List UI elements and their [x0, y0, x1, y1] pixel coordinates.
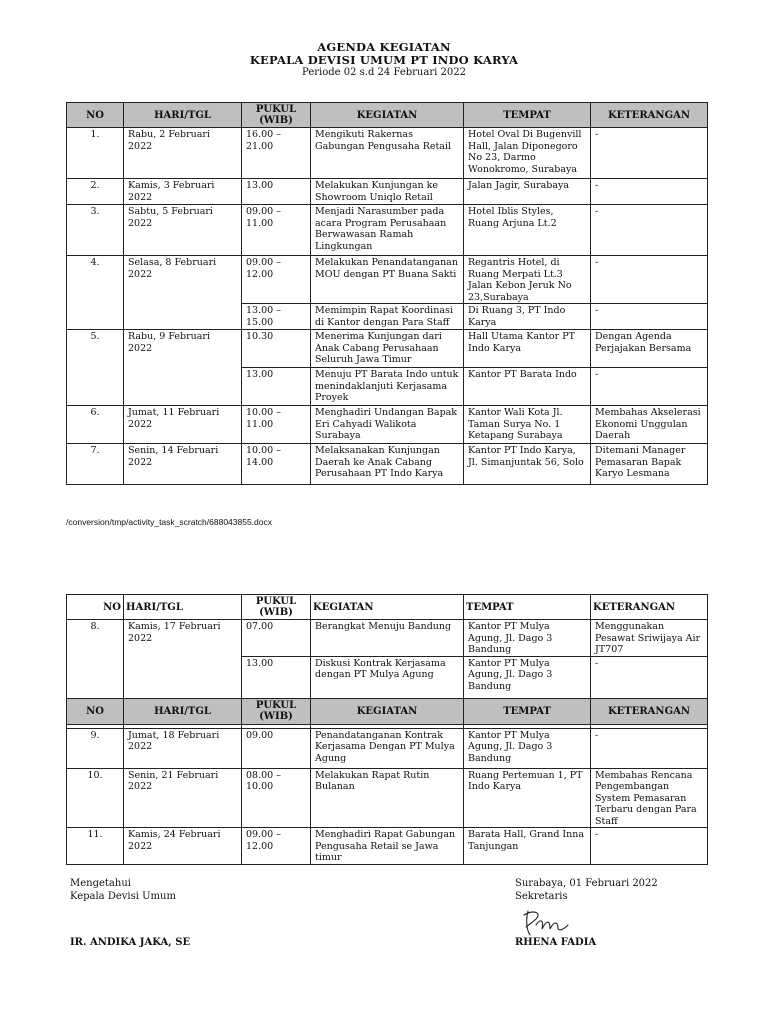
cell-place: Hall Utama Kantor PT Indo Karya — [464, 330, 591, 368]
cell-activity: Menuju PT Barata Indo untuk menindaklanjuti Kerjasama Proyek — [311, 368, 464, 406]
cell-activity: Melaksanakan Kunjungan Daerah ke Anak Cabang Perusahaan PT Indo Karya — [311, 444, 464, 485]
cell-place: Barata Hall, Grand Inna Tanjungan — [464, 828, 591, 865]
cell-time: 07.00 — [242, 620, 311, 657]
cell-note: - — [591, 656, 708, 698]
document-title: AGENDA KEGIATAN — [317, 40, 451, 54]
col-activity-header: KEGIATAN — [311, 595, 464, 620]
table-row — [67, 256, 708, 304]
col-place-header: TEMPAT — [464, 698, 591, 724]
agenda-table-1 — [66, 102, 708, 485]
document-period: Periode 02 s.d 24 Februari 2022 — [302, 67, 466, 78]
cell-note: Ditemani Manager Pemasaran Bapak Karyo Lesmana — [591, 444, 708, 485]
cell-note: - — [591, 205, 708, 256]
cell-no: 2. — [67, 179, 124, 205]
col-no-header: NO — [67, 103, 124, 128]
table-row — [67, 828, 708, 865]
cell-no: 1. — [67, 128, 124, 179]
signature-right — [515, 878, 658, 903]
cell-time: 09.00 – 12.00 — [242, 256, 311, 304]
signature-left — [70, 878, 176, 903]
cell-time: 13.00 — [242, 179, 311, 205]
cell-place: Hotel Iblis Styles, Ruang Arjuna Lt.2 — [464, 205, 591, 256]
table-header-row — [67, 103, 708, 128]
col-time-header: PUKUL (WIB) — [242, 103, 311, 128]
cell-date: Kamis, 3 Februari 2022 — [124, 179, 242, 205]
cell-date: Kamis, 17 Februari 2022 — [124, 620, 242, 699]
col-no-header: NO — [67, 698, 124, 724]
cell-place: Jalan Jagir, Surabaya — [464, 179, 591, 205]
acknowledged-label: Mengetahui — [70, 878, 131, 889]
cell-place: Kantor PT Barata Indo — [464, 368, 591, 406]
col-time-header: PUKUL (WIB) — [242, 698, 311, 724]
table-row — [67, 620, 708, 657]
right-signer-name: RHENA FADIA — [515, 937, 597, 948]
cell-date: Jumat, 18 Februari 2022 — [124, 728, 242, 768]
cell-place: Kantor PT Mulya Agung, Jl. Dago 3 Bandung — [464, 728, 591, 768]
table-row — [67, 205, 708, 256]
cell-date: Senin, 14 Februari 2022 — [124, 444, 242, 485]
cell-date: Selasa, 8 Februari 2022 — [124, 256, 242, 330]
cell-date: Kamis, 24 Februari 2022 — [124, 828, 242, 865]
cell-date: Rabu, 9 Februari 2022 — [124, 330, 242, 406]
cell-time: 16.00 – 21.00 — [242, 128, 311, 179]
col-note-header: KETERANGAN — [591, 595, 708, 620]
cell-date: Rabu, 2 Februari 2022 — [124, 128, 242, 179]
col-date-header: HARI/TGL — [124, 698, 242, 724]
table-row — [67, 128, 708, 179]
cell-no: 10. — [67, 768, 124, 828]
cell-place: Hotel Oval Di Bugenvill Hall, Jalan Diponegoro No 23, Darmo Wonokromo, Surabaya — [464, 128, 591, 179]
cell-time: 09.00 — [242, 728, 311, 768]
cell-no: 9. — [67, 728, 124, 768]
cell-activity: Diskusi Kontrak Kerjasama dengan PT Mulya Agung — [311, 656, 464, 698]
cell-note: - — [591, 368, 708, 406]
table-header-row — [67, 698, 708, 724]
cell-place: Regantris Hotel, di Ruang Merpati Lt.3 Jalan Kebon Jeruk No 23,Surabaya — [464, 256, 591, 304]
cell-note: Menggunakan Pesawat Sriwijaya Air JT707 — [591, 620, 708, 657]
col-place-header: TEMPAT — [464, 103, 591, 128]
cell-activity: Menerima Kunjungan dari Anak Cabang Perusahaan Seluruh Jawa Timur — [311, 330, 464, 368]
cell-no: 8. — [67, 620, 124, 699]
table-row — [67, 179, 708, 205]
cell-no: 11. — [67, 828, 124, 865]
cell-date: Senin, 21 Februari 2022 — [124, 768, 242, 828]
col-activity-header: KEGIATAN — [311, 103, 464, 128]
place-date-label: Surabaya, 01 Februari 2022 — [515, 878, 658, 889]
col-place-header: TEMPAT — [464, 595, 591, 620]
cell-note: - — [591, 304, 708, 330]
cell-note: - — [591, 828, 708, 865]
cell-place: Di Ruang 3, PT Indo Karya — [464, 304, 591, 330]
col-time-header: PUKUL (WIB) — [242, 595, 311, 620]
cell-activity: Menghadiri Undangan Bapak Eri Cahyadi Walikota Surabaya — [311, 406, 464, 444]
cell-activity: Menghadiri Rapat Gabungan Pengusaha Retail se Jawa timur — [311, 828, 464, 865]
col-note-header: KETERANGAN — [591, 698, 708, 724]
document-subtitle: KEPALA DEVISI UMUM PT INDO KARYA — [249, 53, 519, 67]
cell-time: 13.00 — [242, 656, 311, 698]
cell-note: Membahas Akselerasi Ekonomi Unggulan Daerah — [591, 406, 708, 444]
table-row — [67, 330, 708, 368]
cell-activity: Melakukan Rapat Rutin Bulanan — [311, 768, 464, 828]
table-row — [67, 444, 708, 485]
cell-place: Ruang Pertemuan 1, PT Indo Karya — [464, 768, 591, 828]
table-row — [67, 768, 708, 828]
cell-place: Kantor Wali Kota Jl. Taman Surya No. 1 Ketapang Surabaya — [464, 406, 591, 444]
col-date-header: HARI/TGL — [124, 103, 242, 128]
cell-time: 10.30 — [242, 330, 311, 368]
cell-note: - — [591, 728, 708, 768]
col-date-header: HARI/TGL — [124, 595, 242, 620]
cell-time: 10.00 – 11.00 — [242, 406, 311, 444]
left-signer-name: IR. ANDIKA JAKA, SE — [70, 937, 191, 948]
cell-no: 4. — [67, 256, 124, 330]
col-note-header: KETERANGAN — [591, 103, 708, 128]
table-header-row — [67, 595, 708, 620]
cell-place: Kantor PT Mulya Agung, Jl. Dago 3 Bandung — [464, 656, 591, 698]
cell-no: 3. — [67, 205, 124, 256]
cell-date: Jumat, 11 Februari 2022 — [124, 406, 242, 444]
cell-activity: Memimpin Rapat Koordinasi di Kantor dengan Para Staff — [311, 304, 464, 330]
cell-time: 08.00 – 10.00 — [242, 768, 311, 828]
cell-note: - — [591, 256, 708, 304]
col-no-header: NO — [67, 595, 124, 620]
col-activity-header: KEGIATAN — [311, 698, 464, 724]
cell-place: Kantor PT Indo Karya, Jl. Simanjuntak 56, Solo — [464, 444, 591, 485]
cell-no: 7. — [67, 444, 124, 485]
cell-no: 6. — [67, 406, 124, 444]
file-path-text: /conversion/tmp/activity_task_scratch/688043855.docx — [66, 517, 273, 527]
cell-activity: Penandatanganan Kontrak Kerjasama Dengan PT Mulya Agung — [311, 728, 464, 768]
cell-activity: Mengikuti Rakernas Gabungan Pengusaha Retail — [311, 128, 464, 179]
cell-time: 13.00 – 15.00 — [242, 304, 311, 330]
cell-note: Dengan Agenda Perjajakan Bersama — [591, 330, 708, 368]
cell-activity: Menjadi Narasumber pada acara Program Perusahaan Berwawasan Ramah Lingkungan — [311, 205, 464, 256]
handwritten-signature-icon — [514, 905, 574, 939]
cell-activity: Berangkat Menuju Bandung — [311, 620, 464, 657]
cell-date: Sabtu, 5 Februari 2022 — [124, 205, 242, 256]
left-position-label: Kepala Devisi Umum — [70, 890, 176, 902]
table-row — [67, 406, 708, 444]
cell-activity: Melakukan Kunjungan ke Showroom Uniqlo Retail — [311, 179, 464, 205]
cell-no: 5. — [67, 330, 124, 406]
cell-place: Kantor PT Mulya Agung, Jl. Dago 3 Bandung — [464, 620, 591, 657]
cell-time: 09.00 – 12.00 — [242, 828, 311, 865]
right-position-label: Sekretaris — [515, 890, 568, 902]
cell-time: 09.00 – 11.00 — [242, 205, 311, 256]
cell-activity: Melakukan Penandatanganan MOU dengan PT Buana Sakti — [311, 256, 464, 304]
agenda-table-2 — [66, 594, 708, 865]
cell-note: Membahas Rencana Pengembangan System Pemasaran Terbaru dengan Para Staff — [591, 768, 708, 828]
cell-note: - — [591, 128, 708, 179]
cell-note: - — [591, 179, 708, 205]
cell-time: 10.00 – 14.00 — [242, 444, 311, 485]
table-row — [67, 728, 708, 768]
cell-time: 13.00 — [242, 368, 311, 406]
